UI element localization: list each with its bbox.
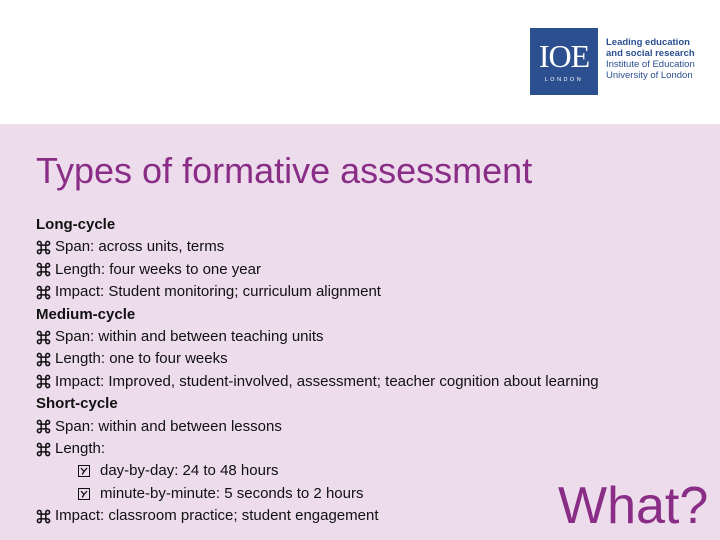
command-key-icon [36,352,51,367]
logo-line-1: Leading education [606,37,690,48]
list-item-text: Length: four weeks to one year [55,260,261,278]
command-key-icon [36,419,51,434]
list-item [36,259,696,281]
list-item-text: Impact: Improved, student-involved, assessment; teacher cognition about learning [55,372,599,390]
list-item-text: Span: within and between teaching units [55,327,324,345]
slide-header [0,0,720,124]
list-item-text: Impact: Student monitoring; curriculum alignment [55,283,381,301]
section-heading-short-cycle: Short-cycle [36,395,118,413]
command-key-icon [36,240,51,255]
logo-mark: IOE [538,37,590,74]
command-key-icon [36,262,51,277]
command-key-icon [36,374,51,389]
ioe-logo [530,28,598,95]
checkbox-y-icon [78,488,90,500]
command-key-icon [36,442,51,457]
list-item [36,281,696,303]
sub-list-item-text: day-by-day: 24 to 48 hours [100,462,279,480]
command-key-icon [36,285,51,300]
list-item-text: Span: within and between lessons [55,417,282,435]
command-key-icon [36,330,51,345]
list-item [36,371,696,393]
list-item [36,438,696,460]
what-callout: What? [558,477,709,535]
command-key-icon [36,509,51,524]
list-item [36,236,696,258]
list-item-text: Impact: classroom practice; student engagement [55,507,379,525]
list-item-text: Span: across units, terms [55,238,225,256]
logo-wordmark [606,37,718,81]
logo-line-3: Institute of Education [606,59,695,70]
list-item-text: Length: [55,439,106,457]
checkbox-y-icon [78,465,90,477]
list-item-text: Length: one to four weeks [55,350,228,368]
list-item [36,348,696,370]
logo-line-2: and social research [606,48,695,59]
logo-line-4: University of London [606,70,693,81]
list-item [36,416,696,438]
section-heading-long-cycle: Long-cycle [36,216,116,233]
list-item [36,326,696,348]
section-heading-medium-cycle: Medium-cycle [36,305,136,323]
sub-list-item-text: minute-by-minute: 5 seconds to 2 hours [100,484,364,502]
slide-title: Types of formative assessment [36,150,533,191]
logo-subtitle: LONDON [544,76,584,83]
